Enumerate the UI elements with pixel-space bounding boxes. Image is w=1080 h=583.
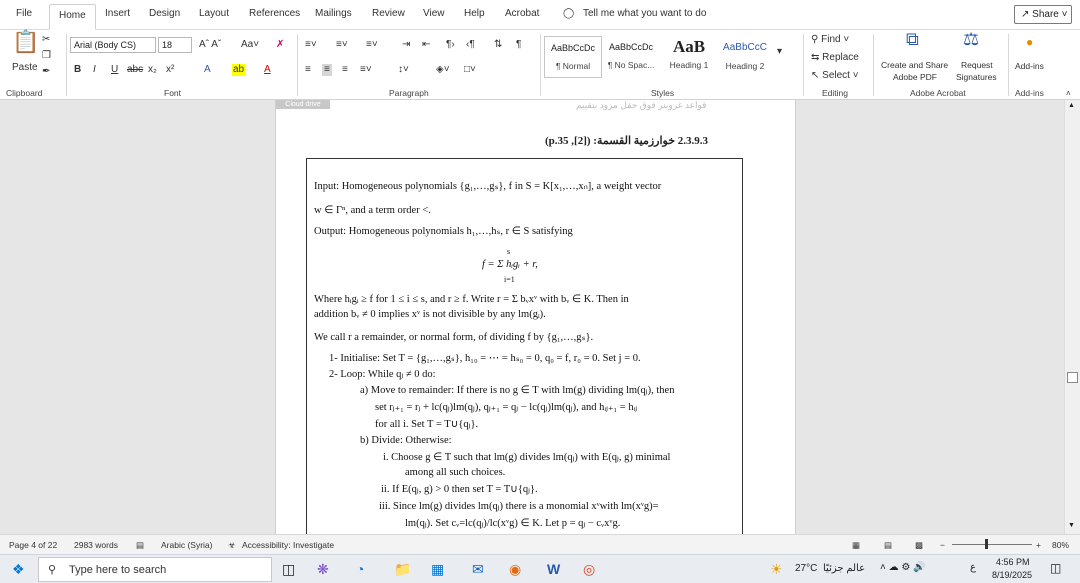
- zoom-slider[interactable]: [952, 544, 1032, 545]
- divider: [540, 34, 541, 96]
- tab-help[interactable]: Help: [464, 8, 485, 19]
- align-right-icon[interactable]: ≡: [342, 64, 348, 75]
- paste-button[interactable]: Paste: [12, 62, 38, 73]
- accessibility-status[interactable]: Accessibility: Investigate: [242, 540, 335, 550]
- algorithm-box: [306, 158, 743, 534]
- highlight-icon[interactable]: ab: [233, 64, 245, 75]
- vertical-scrollbar[interactable]: [1064, 100, 1080, 534]
- tell-me-search[interactable]: Tell me what you want to do: [583, 8, 707, 19]
- sum-upper-limit: s: [507, 247, 511, 256]
- search-icon: ⚲: [48, 564, 57, 576]
- editing-group-label: Editing: [822, 88, 848, 98]
- step-divide-i-2: among all such choices.: [405, 467, 506, 478]
- system-tray-icons[interactable]: ˄ ☁ ⚙ 🔊: [880, 562, 926, 573]
- replace-icon: ⇆: [811, 52, 820, 63]
- create-pdf-icon[interactable]: ⧉: [906, 29, 919, 49]
- divider: [297, 34, 298, 96]
- language-status[interactable]: Arabic (Syria): [161, 540, 213, 550]
- zoom-out-icon[interactable]: −: [940, 540, 945, 550]
- step-divide-i: i. Choose g ∈ T such that lm(g) divides lm(qⱼ) with E(qⱼ, g) minimal: [383, 452, 671, 463]
- menu-bar: [0, 0, 1080, 30]
- taskbar-search-box[interactable]: ⚲ Type here to search: [38, 557, 272, 582]
- subscript-icon[interactable]: x₂: [148, 64, 157, 75]
- tab-mailings[interactable]: Mailings: [315, 8, 352, 19]
- style-heading-1[interactable]: AaB Heading 1: [669, 37, 709, 70]
- tab-design[interactable]: Design: [149, 8, 181, 19]
- strikethrough-icon[interactable]: abc: [127, 64, 144, 75]
- accessibility-icon: ☣: [228, 540, 236, 550]
- step-initialise: 1- Initialise: Set T = {g₁,…,gₛ}, h₁₀ = ⋯ = hₛ₀ = 0, q₀ = f, r₀ = 0. Set j = 0.: [329, 353, 641, 364]
- increase-indent-icon[interactable]: ⇤: [422, 39, 431, 50]
- remainder-definition: We call r a remainder, or normal form, of dividing f by {g₁,…,gₛ}.: [314, 332, 594, 343]
- step-move-to-remainder: a) Move to remainder: If there is no g ∈ T with lm(g) dividing lm(qⱼ), then: [360, 385, 675, 396]
- step-move-to-remainder-2: set rⱼ₊₁ = rⱼ + lc(qⱼ)lm(qⱼ), qⱼ₊₁ = qⱼ − lc(qⱼ)lm(qⱼ), and hᵢⱼ₊₁ = hᵢⱼ: [375, 402, 638, 413]
- step-move-to-remainder-3: for all i. Set T = T∪{qⱼ}.: [375, 419, 479, 430]
- step-loop: 2- Loop: While qⱼ ≠ 0 do:: [329, 369, 436, 380]
- windows-start-icon[interactable]: ❖: [12, 561, 25, 577]
- outlook-icon[interactable]: ✉: [472, 561, 484, 577]
- zoom-level[interactable]: 80%: [1052, 540, 1070, 550]
- clock-time[interactable]: 4:56 PM: [996, 557, 1030, 567]
- create-pdf-label2: Adobe PDF: [893, 72, 937, 82]
- acrobat-group-label: Adobe Acrobat: [910, 88, 966, 98]
- style-normal[interactable]: AaBbCcDc ¶ Normal: [544, 36, 602, 78]
- share-button[interactable]: ↗ Share ˅: [1014, 5, 1072, 24]
- sum-lower-limit: i=1: [504, 275, 515, 284]
- step-divide-ii: ii. If E(qⱼ, g) > 0 then set T = T∪{qⱼ}.: [381, 484, 538, 495]
- create-pdf-button[interactable]: Create and Share: [881, 60, 949, 70]
- web-layout-icon[interactable]: ▩: [915, 540, 924, 550]
- ltr-icon[interactable]: ¶›: [446, 39, 455, 50]
- tab-file[interactable]: File: [16, 8, 33, 19]
- scroll-thumb[interactable]: [1067, 372, 1078, 383]
- store-icon[interactable]: ▦: [431, 561, 445, 577]
- italic-icon[interactable]: I: [93, 64, 96, 75]
- zoom-slider-thumb[interactable]: [985, 539, 988, 549]
- where-line: Where hᵢgᵢ ≥ f for 1 ≤ i ≤ s, and r ≥ f. Write r = Σ bᵥxᵛ with bᵥ ∈ K. Then in: [314, 294, 629, 305]
- lightbulb-icon: ◯: [563, 8, 575, 19]
- style-no-spacing[interactable]: AaBbCcDc ¶ No Spac...: [607, 42, 655, 70]
- scroll-down-icon[interactable]: ▼: [1068, 522, 1075, 529]
- decrease-indent-icon[interactable]: ⇥: [402, 39, 411, 50]
- add-ins-icon[interactable]: ●: [1026, 35, 1034, 49]
- read-mode-icon[interactable]: ▦: [852, 540, 861, 550]
- font-size-select[interactable]: 18: [158, 37, 192, 53]
- tab-review[interactable]: Review: [372, 8, 405, 19]
- search-icon: ⚲: [811, 34, 819, 45]
- weather-icon: ☀: [770, 561, 783, 577]
- replace-button[interactable]: ⇆ Replace: [811, 52, 859, 63]
- paragraph-group-label: Paragraph: [389, 88, 429, 98]
- firefox-icon[interactable]: ◉: [509, 561, 522, 577]
- word-icon[interactable]: W: [547, 561, 561, 577]
- tab-acrobat[interactable]: Acrobat: [505, 8, 540, 19]
- font-group-label: Font: [164, 88, 182, 98]
- input-line-2: w ∈ Γⁿ, and a term order <.: [314, 205, 431, 216]
- request-signatures-button[interactable]: Request: [961, 60, 993, 70]
- copilot-icon[interactable]: ❋: [317, 561, 329, 577]
- clock-date[interactable]: 8/19/2025: [992, 570, 1033, 580]
- find-button[interactable]: ⚲ Find ˅: [811, 34, 850, 45]
- edge-icon[interactable]: ◔: [356, 561, 365, 577]
- step-divide-iii-2: lm(qⱼ). Set cᵥ=lc(qⱼ)/lc(xᵛg) ∈ K. Let p = qⱼ − cᵥxᵛg.: [405, 518, 621, 529]
- tab-layout[interactable]: Layout: [199, 8, 230, 19]
- status-bar: [0, 534, 1080, 554]
- chevron-down-icon: ˅: [1061, 9, 1068, 20]
- task-view-icon[interactable]: ◫: [282, 561, 296, 577]
- zoom-in-icon[interactable]: +: [1036, 540, 1041, 550]
- underline-icon[interactable]: U: [111, 64, 119, 75]
- document-area: [0, 100, 1064, 534]
- show-marks-icon[interactable]: ¶: [516, 39, 522, 50]
- line-spacing-icon[interactable]: ↕˅: [398, 64, 409, 75]
- scroll-up-icon[interactable]: ▲: [1068, 102, 1075, 109]
- output-line: Output: Homogeneous polynomials h₁,…,hₛ, r ∈ S satisfying: [314, 226, 573, 237]
- ribbon: [0, 30, 1080, 100]
- section-title: 2.3.9.3 خوارزمية القسمة: ([2], p.35): [545, 135, 709, 147]
- clear-format-icon[interactable]: ✗: [276, 39, 285, 50]
- tab-insert[interactable]: Insert: [105, 8, 131, 19]
- clipboard-group-label: Clipboard: [6, 88, 43, 98]
- change-case-icon[interactable]: Aa˅: [241, 39, 260, 50]
- divider: [1008, 34, 1009, 96]
- chrome-icon[interactable]: ◎: [583, 561, 596, 577]
- font-name-select[interactable]: Arial (Body CS): [70, 37, 156, 53]
- shading-icon[interactable]: ◈˅: [436, 64, 450, 75]
- divider: [66, 34, 67, 96]
- rtl-icon[interactable]: ‹¶: [466, 39, 475, 50]
- bold-icon[interactable]: B: [74, 64, 82, 75]
- align-center-icon[interactable]: ≡: [324, 64, 330, 75]
- file-explorer-icon[interactable]: 📁: [394, 561, 412, 577]
- weather-temp[interactable]: 27°C: [795, 563, 818, 574]
- tab-references[interactable]: References: [249, 8, 301, 19]
- justify-icon[interactable]: ≡˅: [360, 64, 372, 75]
- weather-condition[interactable]: عالم جزئيًا: [823, 563, 866, 574]
- superscript-icon[interactable]: x²: [166, 64, 175, 75]
- numbering-icon[interactable]: ≡˅: [336, 39, 348, 50]
- font-color-icon[interactable]: A: [264, 64, 271, 75]
- step-divide-iii: iii. Since lm(g) divides lm(qⱼ) there is a monomial xᵛwith lm(xᵛg)=: [379, 501, 659, 512]
- style-heading-2[interactable]: AaBbCcC Heading 2: [723, 42, 767, 71]
- tab-view[interactable]: View: [423, 8, 445, 19]
- request-signatures-label2: Signatures: [956, 72, 997, 82]
- grow-font-icon[interactable]: Aˆ Aˇ: [199, 39, 222, 50]
- sort-icon[interactable]: ⇅: [494, 39, 503, 50]
- borders-icon[interactable]: □˅: [464, 64, 476, 75]
- previous-page-text: قواعد غروبنر فوق حقل مزود بتقييم: [576, 100, 707, 110]
- signature-icon[interactable]: ⚖: [963, 29, 980, 49]
- tab-home[interactable]: Home: [49, 4, 96, 30]
- bullets-icon[interactable]: ≡˅: [305, 39, 317, 50]
- word-count[interactable]: 2983 words: [74, 540, 118, 550]
- multilevel-list-icon[interactable]: ≡˅: [366, 39, 378, 50]
- format-painter-icon[interactable]: ✒: [42, 66, 51, 77]
- collapse-ribbon-icon[interactable]: ˄: [1066, 89, 1071, 98]
- select-button[interactable]: ↖ Select ˅: [811, 70, 859, 81]
- input-line: Input: Homogeneous polynomials {g₁,…,gₛ}, f in S = K[x₁,…,xₙ], a weight vector: [314, 181, 662, 192]
- copy-icon[interactable]: ❐: [42, 50, 51, 61]
- input-language[interactable]: ع: [970, 562, 976, 573]
- taskbar: [0, 554, 1080, 583]
- where-line-2: addition bᵥ ≠ 0 implies xᵛ is not divisible by any lm(gᵢ).: [314, 309, 546, 320]
- proofing-icon[interactable]: ▤: [136, 540, 145, 550]
- add-ins-button[interactable]: Add-ins: [1015, 61, 1044, 71]
- addins-group-label: Add-ins: [1015, 88, 1044, 98]
- cursor-icon: ↖: [811, 70, 820, 81]
- page-count[interactable]: Page 4 of 22: [9, 540, 58, 550]
- styles-group-label: Styles: [651, 88, 675, 98]
- step-divide: b) Divide: Otherwise:: [360, 435, 452, 446]
- divider: [803, 34, 804, 96]
- division-formula: f = Σ hᵢgᵢ + r,: [482, 259, 538, 270]
- cloud-drive-tag: Cloud drive: [276, 100, 330, 109]
- cut-icon[interactable]: ✂: [42, 34, 51, 45]
- share-icon: ↗: [1021, 9, 1030, 20]
- notifications-icon[interactable]: ◫: [1050, 561, 1062, 575]
- print-layout-icon[interactable]: ▤: [884, 540, 893, 550]
- paste-icon[interactable]: 📋: [12, 29, 40, 54]
- text-effects-icon[interactable]: A: [204, 64, 211, 75]
- align-left-icon[interactable]: ≡: [305, 64, 311, 75]
- divider: [873, 34, 874, 96]
- styles-scroll-icon[interactable]: ▾: [777, 46, 783, 57]
